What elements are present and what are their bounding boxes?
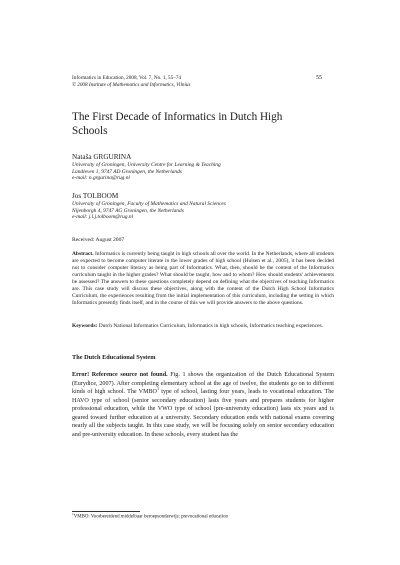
received-date: Received: August 2007 xyxy=(72,237,125,243)
copyright-line: © 2008 Institute of Mathematics and Informatics, Vilnius xyxy=(72,82,191,88)
affiliation-line: Nijenborgh 4, 9747 AG Groningen, the Netherlands xyxy=(72,207,184,214)
title-line-2: Schools xyxy=(72,125,108,137)
email-line: e-mail: j.l.j.tolboom@rug.nl xyxy=(72,214,134,221)
author-block-1 xyxy=(72,153,334,182)
author-name: Jos TOLBOOM xyxy=(72,192,119,200)
author-block-2 xyxy=(72,192,334,221)
abstract-label: Abstract. xyxy=(72,251,94,257)
keywords xyxy=(72,323,334,330)
journal-line: Informatics in Education, 2008, Vol. 7, No. 1, 55–74 xyxy=(72,75,182,81)
body-text-part-1: Fig. 1 shows the organization of the Dutch Educational System (Eurydice, 2007). After completing elementary school at the age of twelve, the students go on to different kinds of high school. The VMBO xyxy=(72,372,334,396)
body-text-part-2: type of school, lasting four years, leads to vocational education. The HAVO type of school (senior secondary education) lasts five years and prepares students for higher professional education, while the VWO type of school (pre-university education) lasts six years and is geared toward further education at a university. Secondary education ends with national exams covering nearly all the subjects taught. In this case study, we will be focusing solely on senior secondary education and pre-university education. In these schools, every student has the xyxy=(72,389,334,438)
footnote xyxy=(72,514,334,521)
affiliation-line: Landleven 1, 9747 AD Groningen, the Netherlands xyxy=(72,168,182,175)
broken-reference: Error! Reference source not found. xyxy=(72,372,168,378)
body-paragraph xyxy=(72,371,334,439)
page-number: 55 xyxy=(316,75,322,81)
footnote-text: VMBO: Voorbereidend middelbaar beroepsonderwijs: prevocational education xyxy=(73,514,228,520)
title-line-1: The First Decade of Informatics in Dutch High xyxy=(72,111,283,123)
affiliation-line: University of Groningen, University Centre for Learning & Teaching xyxy=(72,162,221,168)
affiliation-line: University of Groningen, Faculty of Mathematics and Natural Sciences xyxy=(72,201,226,207)
keywords-label: Keywords: xyxy=(72,323,98,329)
email-line: e-mail: n.grgurina@rug.nl xyxy=(72,175,130,182)
paper-title xyxy=(72,110,342,138)
footnote-marker: 1 xyxy=(156,386,160,392)
footnote-rule xyxy=(72,511,140,512)
footnote-number: 1 xyxy=(72,512,74,516)
keywords-text: Dutch National Informatics Curriculum, Informatics in high schools, Informatics teaching experiences. xyxy=(98,323,323,329)
running-header xyxy=(72,75,334,89)
author-name: Nataša GRGURINA xyxy=(72,153,132,161)
abstract xyxy=(72,251,334,307)
section-heading: The Dutch Educational System xyxy=(72,354,156,361)
abstract-text: Informatics is currently being taught in high schools all over the world. In the Netherlands, where all students are expected to become computer literate in the lower grades of high school (Hulsen et al., 2005), it has been decided not to consider computer literacy as being part of Informatics. What, then, should be the content of the Informatics curriculum taught in the higher grades? What should be taught, how and to whom? How should students' achievements be assessed? The answers to these questions completely depend on defining what the objectives of teaching Informatics are. This case study will discuss these objectives, along with the content of the Dutch High School Informatics Curriculum, the experiences resulting from the initial implementation of this curriculum, including the setting in which Informatics presently finds itself, and in the course of this we will provide answers to the above questions. xyxy=(72,251,335,306)
